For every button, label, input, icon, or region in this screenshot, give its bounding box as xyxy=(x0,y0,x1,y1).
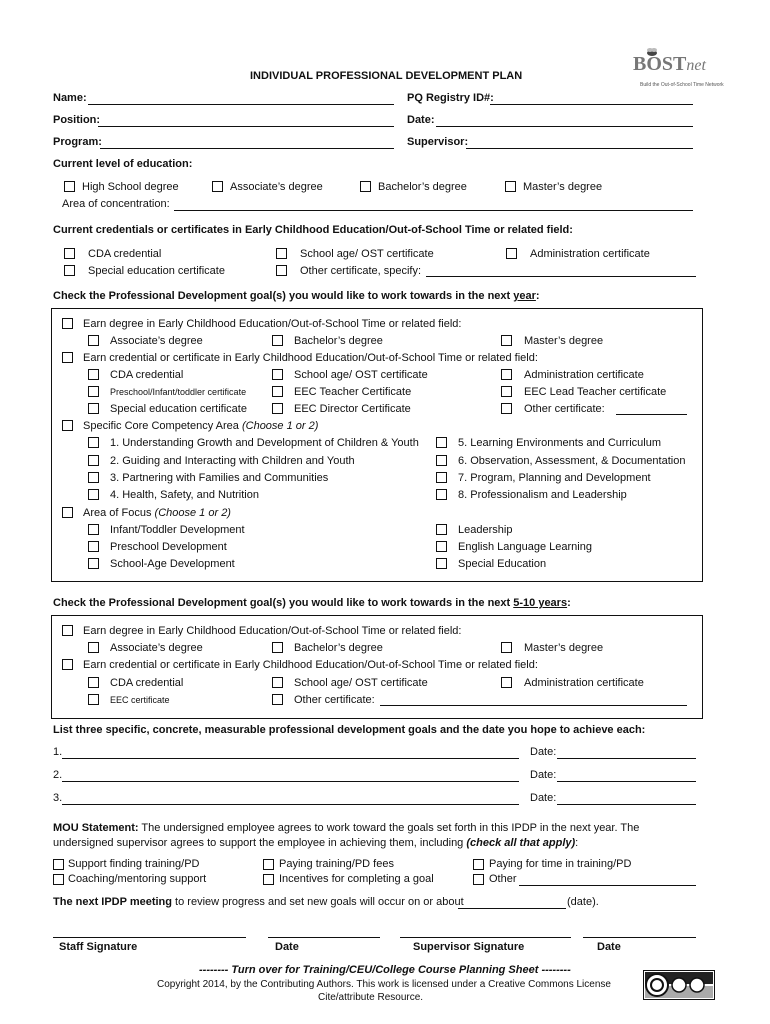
edu-checkbox-hs[interactable] xyxy=(64,181,75,192)
ny-checkbox[interactable] xyxy=(88,541,99,552)
cred-other-line[interactable] xyxy=(426,276,696,277)
fy-checkbox[interactable] xyxy=(272,694,283,705)
fy-earn-degree: Earn degree in Early Childhood Education/Out-of-School Time or related field: xyxy=(83,625,462,637)
mou-option: Paying for time in training/PD xyxy=(489,858,632,870)
fy-cert: CDA credential xyxy=(110,677,184,689)
ny-checkbox[interactable] xyxy=(88,489,99,500)
fy-checkbox[interactable] xyxy=(272,642,283,653)
goal-date-label: Date: xyxy=(530,769,557,781)
ny-focus-area: School-Age Development xyxy=(110,558,235,570)
position-label: Position: xyxy=(53,114,101,126)
ny-checkbox[interactable] xyxy=(88,403,99,414)
goals-heading: List three specific, concrete, measurable professional development goals and the date you hope to achieve each: xyxy=(53,724,646,736)
edu-option: Bachelor’s degree xyxy=(378,181,467,193)
ny-checkbox[interactable] xyxy=(436,558,447,569)
mou-option: Other xyxy=(489,873,517,885)
mou-option: Support finding training/PD xyxy=(68,858,200,870)
cred-checkbox[interactable] xyxy=(64,248,75,259)
cred-option: Administration certificate xyxy=(530,248,650,260)
ny-cert: EEC Director Certificate xyxy=(294,403,411,415)
ny-checkbox[interactable] xyxy=(436,524,447,535)
fy-cert: School age/ OST certificate xyxy=(294,677,428,689)
mou-checkbox[interactable] xyxy=(263,859,274,870)
fy-checkbox[interactable] xyxy=(501,642,512,653)
ny-checkbox[interactable] xyxy=(88,558,99,569)
ny-checkbox[interactable] xyxy=(501,335,512,346)
goal-number: 2. xyxy=(53,769,63,781)
cred-checkbox[interactable] xyxy=(276,265,287,276)
ny-earn-credential: Earn credential or certificate in Early Childhood Education/Out-of-School Time or related field: xyxy=(83,352,538,364)
ny-degree-checkbox[interactable] xyxy=(62,318,73,329)
mou-checkbox[interactable] xyxy=(53,874,64,885)
goal-line[interactable] xyxy=(62,781,519,782)
ny-other-line[interactable] xyxy=(616,414,687,415)
program-line[interactable] xyxy=(100,148,394,149)
ny-checkbox[interactable] xyxy=(88,335,99,346)
fy-degree-checkbox[interactable] xyxy=(62,625,73,636)
ny-focus-area: Leadership xyxy=(458,524,513,536)
goal-number: 3. xyxy=(53,792,63,804)
ny-core-area: 8. Professionalism and Leadership xyxy=(458,489,627,501)
date-label: Date: xyxy=(407,114,435,126)
ny-degree-option: Bachelor’s degree xyxy=(294,335,383,347)
goal-date-line[interactable] xyxy=(557,758,696,759)
goal-date-line[interactable] xyxy=(557,781,696,782)
five-year-heading: Check the Professional Development goal(s) you would like to work towards in the next 5-10 years: xyxy=(53,597,571,609)
position-line[interactable] xyxy=(98,126,394,127)
supervisor-label: Supervisor: xyxy=(407,136,469,148)
ny-core-checkbox[interactable] xyxy=(62,420,73,431)
turn-over-note: -------- Turn over for Training/CEU/College Course Planning Sheet -------- xyxy=(199,964,571,976)
ny-checkbox[interactable] xyxy=(501,369,512,380)
ny-checkbox[interactable] xyxy=(501,403,512,414)
ny-focus-area: Special Education xyxy=(458,558,547,570)
fy-degree-option: Bachelor’s degree xyxy=(294,642,383,654)
mou-text-line1: MOU Statement: The undersigned employee agrees to work toward the goals set forth in this IPDP in the next year. The xyxy=(53,822,640,834)
date-line[interactable] xyxy=(436,126,693,127)
logo-tagline: Build the Out-of-School Time Network xyxy=(640,82,724,88)
education-heading: Current level of education: xyxy=(53,158,193,170)
ny-cert: EEC Lead Teacher certificate xyxy=(524,386,667,398)
fy-checkbox[interactable] xyxy=(501,677,512,688)
next-year-heading: Check the Professional Development goal(s) you would like to work towards in the next year: xyxy=(53,290,540,302)
cite-text: Cite/attribute Resource. xyxy=(318,992,424,1003)
fy-checkbox[interactable] xyxy=(88,694,99,705)
pq-label: PQ Registry ID#: xyxy=(407,92,494,104)
ny-checkbox[interactable] xyxy=(501,386,512,397)
signature-label: Date xyxy=(275,941,299,953)
ny-core-label: Specific Core Competency Area (Choose 1 or 2) xyxy=(83,420,319,432)
ny-cred-checkbox[interactable] xyxy=(62,352,73,363)
ny-checkbox[interactable] xyxy=(436,472,447,483)
bee-icon xyxy=(645,44,659,52)
ny-degree-option: Associate’s degree xyxy=(110,335,203,347)
cred-option: School age/ OST certificate xyxy=(300,248,434,260)
goal-date-label: Date: xyxy=(530,746,557,758)
ny-cert: School age/ OST certificate xyxy=(294,369,428,381)
cred-option: Other certificate, specify: xyxy=(300,265,422,277)
ny-focus-checkbox[interactable] xyxy=(62,507,73,518)
ny-checkbox[interactable] xyxy=(436,489,447,500)
fy-cert: EEC certificate xyxy=(110,695,170,705)
ny-checkbox[interactable] xyxy=(436,437,447,448)
fy-cert: Administration certificate xyxy=(524,677,644,689)
edu-checkbox-master[interactable] xyxy=(505,181,516,192)
concentration-line[interactable] xyxy=(174,210,693,211)
next-meeting-date: (date). xyxy=(567,896,599,908)
ny-cert: Special education certificate xyxy=(110,403,247,415)
page-title: INDIVIDUAL PROFESSIONAL DEVELOPMENT PLAN xyxy=(250,70,523,82)
cred-checkbox[interactable] xyxy=(64,265,75,276)
cred-option: CDA credential xyxy=(88,248,162,260)
edu-checkbox-assoc[interactable] xyxy=(212,181,223,192)
mou-checkbox[interactable] xyxy=(473,874,484,885)
mou-option: Incentives for completing a goal xyxy=(279,873,434,885)
next-meeting-text: The next IPDP meeting to review progress and set new goals will occur on or about xyxy=(53,896,464,908)
fy-degree-option: Master’s degree xyxy=(524,642,604,654)
signature-label: Supervisor Signature xyxy=(413,941,525,953)
ny-checkbox[interactable] xyxy=(436,455,447,466)
ny-checkbox[interactable] xyxy=(272,403,283,414)
ny-checkbox[interactable] xyxy=(88,455,99,466)
ny-checkbox[interactable] xyxy=(272,369,283,380)
ny-checkbox[interactable] xyxy=(88,524,99,535)
ny-focus-area: Preschool Development xyxy=(110,541,227,553)
ny-focus-area: Infant/Toddler Development xyxy=(110,524,245,536)
name-label: Name: xyxy=(53,92,87,104)
mou-other-line[interactable] xyxy=(519,885,696,886)
ny-cert: CDA credential xyxy=(110,369,184,381)
creative-commons-badge-icon xyxy=(643,970,715,1000)
ny-checkbox[interactable] xyxy=(272,386,283,397)
fy-degree-option: Associate’s degree xyxy=(110,642,203,654)
ny-checkbox[interactable] xyxy=(88,369,99,380)
ny-degree-option: Master’s degree xyxy=(524,335,604,347)
staff-signature-line[interactable] xyxy=(53,937,246,938)
goal-date-label: Date: xyxy=(530,792,557,804)
ny-checkbox[interactable] xyxy=(88,386,99,397)
ny-core-area: 1. Understanding Growth and Development of Children & Youth xyxy=(110,437,419,449)
ny-cert: Preschool/Infant/toddler certificate xyxy=(110,387,247,397)
ny-core-area: 2. Guiding and Interacting with Children and Youth xyxy=(110,455,355,467)
cred-checkbox[interactable] xyxy=(276,248,287,259)
fy-other-line[interactable] xyxy=(380,705,687,706)
ny-checkbox[interactable] xyxy=(88,472,99,483)
next-meeting-line[interactable] xyxy=(458,908,566,909)
edu-option: Master’s degree xyxy=(523,181,603,193)
ny-cert: Administration certificate xyxy=(524,369,644,381)
fy-checkbox[interactable] xyxy=(88,677,99,688)
goal-line[interactable] xyxy=(62,804,519,805)
staff-date-line[interactable] xyxy=(268,937,380,938)
ny-earn-degree: Earn degree in Early Childhood Education/Out-of-School Time or related field: xyxy=(83,318,462,330)
goal-line[interactable] xyxy=(62,758,519,759)
ny-core-area: 4. Health, Safety, and Nutrition xyxy=(110,489,259,501)
ny-focus-label: Area of Focus (Choose 1 or 2) xyxy=(83,507,231,519)
ny-cert: EEC Teacher Certificate xyxy=(294,386,412,398)
supervisor-signature-line[interactable] xyxy=(400,937,571,938)
goal-number: 1. xyxy=(53,746,63,758)
supervisor-line[interactable] xyxy=(466,148,693,149)
cred-option: Special education certificate xyxy=(88,265,225,277)
mou-option: Coaching/mentoring support xyxy=(68,873,207,885)
supervisor-date-line[interactable] xyxy=(583,937,696,938)
ny-checkbox[interactable] xyxy=(88,437,99,448)
ny-checkbox[interactable] xyxy=(436,541,447,552)
ny-focus-area: English Language Learning xyxy=(458,541,592,553)
fy-checkbox[interactable] xyxy=(88,642,99,653)
ny-core-area: 7. Program, Planning and Development xyxy=(458,472,651,484)
edu-checkbox-bach[interactable] xyxy=(360,181,371,192)
copyright-text: Copyright 2014, by the Contributing Authors. This work is licensed under a Creative Commons License xyxy=(157,979,611,990)
signature-label: Date xyxy=(597,941,621,953)
ny-core-area: 3. Partnering with Families and Communities xyxy=(110,472,329,484)
mou-checkbox[interactable] xyxy=(473,859,484,870)
fy-checkbox[interactable] xyxy=(272,677,283,688)
program-label: Program: xyxy=(53,136,102,148)
signature-label: Staff Signature xyxy=(59,941,138,953)
edu-option: Associate’s degree xyxy=(230,181,323,193)
edu-option: High School degree xyxy=(82,181,179,193)
ny-cert: Other certificate: xyxy=(524,403,605,415)
fy-cred-checkbox[interactable] xyxy=(62,659,73,670)
mou-option: Paying training/PD fees xyxy=(279,858,394,870)
credentials-heading: Current credentials or certificates in Early Childhood Education/Out-of-School Time or related field: xyxy=(53,224,573,236)
cred-checkbox[interactable] xyxy=(506,248,517,259)
name-line[interactable] xyxy=(88,104,394,105)
fy-earn-credential: Earn credential or certificate in Early Childhood Education/Out-of-School Time or related field: xyxy=(83,659,538,671)
concentration-label: Area of concentration: xyxy=(62,198,170,210)
mou-checkbox[interactable] xyxy=(53,859,64,870)
ny-core-area: 5. Learning Environments and Curriculum xyxy=(458,437,661,449)
pq-line[interactable] xyxy=(490,104,693,105)
ny-core-area: 6. Observation, Assessment, & Documentation xyxy=(458,455,686,467)
fy-cert: Other certificate: xyxy=(294,694,375,706)
mou-checkbox[interactable] xyxy=(263,874,274,885)
logo-wordmark: BOSTnet xyxy=(633,53,706,75)
mou-text-line2: undersigned supervisor agrees to support the employee in achieving them, including (check all that apply): xyxy=(53,837,579,849)
ny-checkbox[interactable] xyxy=(272,335,283,346)
goal-date-line[interactable] xyxy=(557,804,696,805)
